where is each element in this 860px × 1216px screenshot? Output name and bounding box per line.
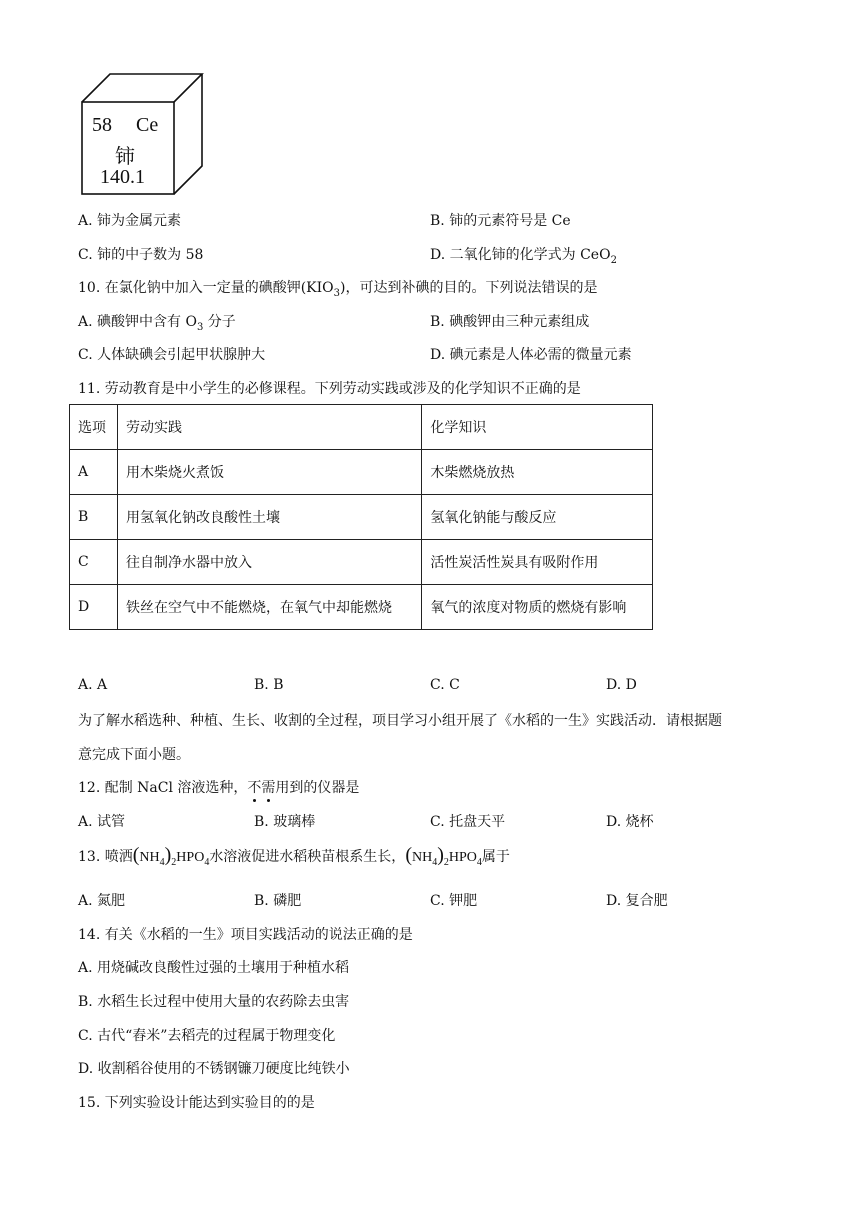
q12-option-b: B. 玻璃棒 — [254, 814, 316, 830]
table-cell: 氢氧化钠能与酸反应 — [422, 495, 653, 540]
table-row — [70, 450, 653, 495]
q13-option-b: B. 磷肥 — [254, 893, 302, 909]
table-cell: 木柴燃烧放热 — [422, 450, 653, 495]
q10-stem: 10. 在氯化钠中加入一定量的碘酸钾$(KIO_3)$，可达到补碘的目的。下列说法错误的是 — [78, 280, 598, 299]
table-cell: 活性炭活性炭具有吸附作用 — [422, 540, 653, 585]
q10-option-d: D. 碘元素是人体必需的微量元素 — [430, 347, 632, 363]
q11-option-d: D. D — [606, 677, 637, 693]
q12-option-a: A. 试管 — [78, 814, 126, 830]
table-cell: 用氢氧化钠改良酸性土壤 — [117, 495, 421, 540]
q11-stem: 11. 劳动教育是中小学生的必修课程。下列劳动实践或涉及的化学知识不正确的是 — [78, 381, 581, 397]
q10-option-c: C. 人体缺碘会引起甲状腺肿大 — [78, 347, 266, 363]
q9-option-c: C. 铈的中子数为 58 — [78, 247, 204, 263]
q14-option-d: D. 收割稻谷使用的不锈钢镰刀硬度比纯铁小 — [78, 1061, 350, 1077]
table-header-row — [70, 405, 653, 450]
q9-option-b: B. 铈的元素符号是 Ce — [430, 213, 571, 229]
table-header-cell: 化学知识 — [422, 405, 653, 450]
q13-option-d: D. 复合肥 — [606, 893, 668, 909]
element-name: 铈 — [115, 144, 135, 168]
q14-stem: 14. 有关《水稻的一生》项目实践活动的说法正确的是 — [78, 927, 413, 943]
atomic-number: 58 — [92, 114, 112, 136]
q12-option-c: C. 托盘天平 — [430, 814, 506, 830]
table-cell: 铁丝在空气中不能燃烧，在氧气中却能燃烧 — [117, 585, 421, 630]
q15-stem: 15. 下列实验设计能达到实验目的的是 — [78, 1095, 315, 1111]
q13-option-c: C. 钾肥 — [430, 893, 478, 909]
table-cell: B — [70, 495, 118, 540]
table-header-cell: 选项 — [70, 405, 118, 450]
intro-line-1: 为了解水稻选种、种植、生长、收割的全过程，项目学习小组开展了《水稻的一生》实践活动．请根据题 — [78, 713, 722, 729]
q10-option-a: A. 碘酸钾中含有 $O_3$ 分子 — [78, 314, 236, 333]
q14-option-b: B. 水稻生长过程中使用大量的农药除去虫害 — [78, 994, 350, 1010]
table-cell: 氧气的浓度对物质的燃烧有影响 — [422, 585, 653, 630]
atomic-mass: 140.1 — [100, 166, 145, 188]
table-header-cell: 劳动实践 — [117, 405, 421, 450]
q11-option-c: C. C — [430, 677, 460, 693]
q9-option-d: D. 二氧化铈的化学式为 CeO$_2$ — [430, 247, 617, 266]
table-cell: D — [70, 585, 118, 630]
element-symbol: Ce — [136, 114, 159, 136]
q13-stem: 13. 喷洒$(NH_4)_2HPO_4$水溶液促进水稻秧苗根系生长，$(NH_4)_2HPO_4$属于 — [78, 844, 510, 868]
q10-option-b: B. 碘酸钾由三种元素组成 — [430, 314, 590, 330]
table-cell: C — [70, 540, 118, 585]
q14-option-c: C. 古代“舂米”去稻壳的过程属于物理变化 — [78, 1028, 336, 1044]
q11-option-b: B. B — [254, 677, 284, 693]
table-row — [70, 540, 653, 585]
q14-option-a: A. 用烧碱改良酸性过强的土壤用于种植水稻 — [78, 960, 350, 976]
q11-option-a: A. A — [78, 677, 108, 693]
q13-option-a: A. 氮肥 — [78, 893, 126, 909]
table-row — [70, 585, 653, 630]
q9-option-a: A. 铈为金属元素 — [78, 213, 182, 229]
q12-stem: 12. 配制 NaCl 溶液选种，不需用到的仪器是 — [78, 780, 360, 796]
table-cell: A — [70, 450, 118, 495]
table-cell: 往自制净水器中放入 — [117, 540, 421, 585]
table-row — [70, 495, 653, 540]
q11-table — [69, 404, 653, 630]
table-cell: 用木柴烧火煮饭 — [117, 450, 421, 495]
q12-option-d: D. 烧杯 — [606, 814, 654, 830]
intro-line-2: 意完成下面小题。 — [78, 747, 190, 763]
